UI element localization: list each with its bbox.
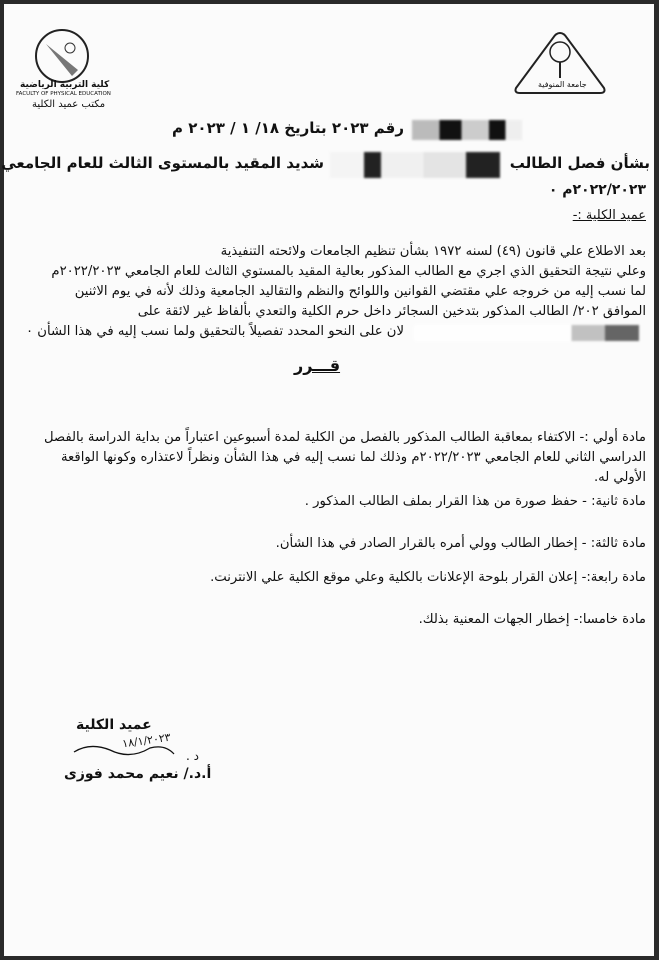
redaction-block	[412, 120, 522, 140]
article-1-line-2: الدراسي الثاني للعام الجامعي ٢٠٢٢/٢٠٢٣م وذلك لما نسب إليه في هذا الشأن ونظراً لاعتذاره وكونها الواقعة	[60, 450, 646, 465]
decision-number-date: رقم ٢٠٢٣ بتاريخ ١٨/ ١ / ٢٠٢٣ م	[172, 119, 404, 137]
document-page	[1, 4, 654, 956]
preamble-line-2: وعلي نتيجة التحقيق الذي اجري مع الطالب المذكور بعالية المقيد بالمستوي الثالث للعام الجامعي ٢٠٢٢/٢٠٢٣م	[51, 264, 646, 279]
preamble-line-4: الموافق ٢٠٢/ الطالب المذكور بتدخين السجائر داخل حرم الكلية والتعدي بألفاظ غير لائقة على	[137, 304, 646, 319]
university-logo	[512, 30, 608, 96]
signature-prefix: د .	[186, 749, 199, 763]
addressee: عميد الكلية :-	[572, 208, 646, 223]
subject-line-part2: شديد المقيد بالمستوى الثالث للعام الجامعي	[1, 154, 324, 172]
article-2: مادة ثانية: - حفظ صورة من هذا القرار بملف الطالب المذكور .	[304, 494, 646, 509]
redaction-block	[414, 325, 639, 341]
preamble-line-1: بعد الاطلاع علي قانون (٤٩) لسنه ١٩٧٢ بشأن تنظيم الجامعات ولائحته التنفيذية	[220, 244, 646, 259]
decision-heading: قـــرر	[294, 356, 341, 375]
faculty-emblem-icon	[32, 26, 92, 86]
article-4: مادة رابعة:- إعلان القرار بلوحة الإعلانات بالكلية وعلي موقع الكلية علي الانترنت.	[210, 570, 646, 585]
article-1-line-1: مادة أولي :- الاكتفاء بمعاقبة الطالب المذكور بالفصل من الكلية لمدة أسبوعين اعتباراً من بداية الدراسة بالفصل	[43, 430, 646, 445]
faculty-name-en: FACULTY OF PHYSICAL EDUCATION	[16, 91, 111, 97]
signatory-name: أ.د./ نعيم محمد فوزى	[64, 766, 212, 782]
subject-year: ٢٠٢٢/٢٠٢٣م ٠	[548, 182, 646, 198]
faculty-logo	[32, 26, 92, 86]
preamble-line-5: لان على النحو المحدد تفصيلاً بالتحقيق ولما نسب إليه في هذا الشأن ٠	[25, 324, 404, 339]
article-1-line-3: الأولي له.	[593, 470, 646, 485]
dean-office-label: مكتب عميد الكلية	[32, 99, 106, 110]
university-name: جامعة المنوفية	[538, 80, 587, 89]
handwritten-signature-icon	[70, 742, 180, 766]
handwritten-date: ١٨/١/٢٠٢٣	[121, 730, 172, 751]
signature-title: عميد الكلية	[76, 717, 152, 733]
preamble-line-3: لما نسب إليه من خروجه علي مقتضي القوانين واللوائح والنظم والتقاليد الجامعية وذلك لأنه في يوم الاثنين	[74, 284, 646, 299]
article-3: مادة ثالثة: - إخطار الطالب وولي أمره بالقرار الصادر في هذا الشأن.	[275, 536, 646, 551]
redaction-block	[330, 152, 500, 178]
faculty-name-ar: كلية التربية الرياضية	[20, 80, 110, 90]
subject-line-part1: بشأن فصل الطالب	[509, 154, 650, 172]
article-5: مادة خامسا:- إخطار الجهات المعنية بذلك.	[418, 612, 646, 627]
